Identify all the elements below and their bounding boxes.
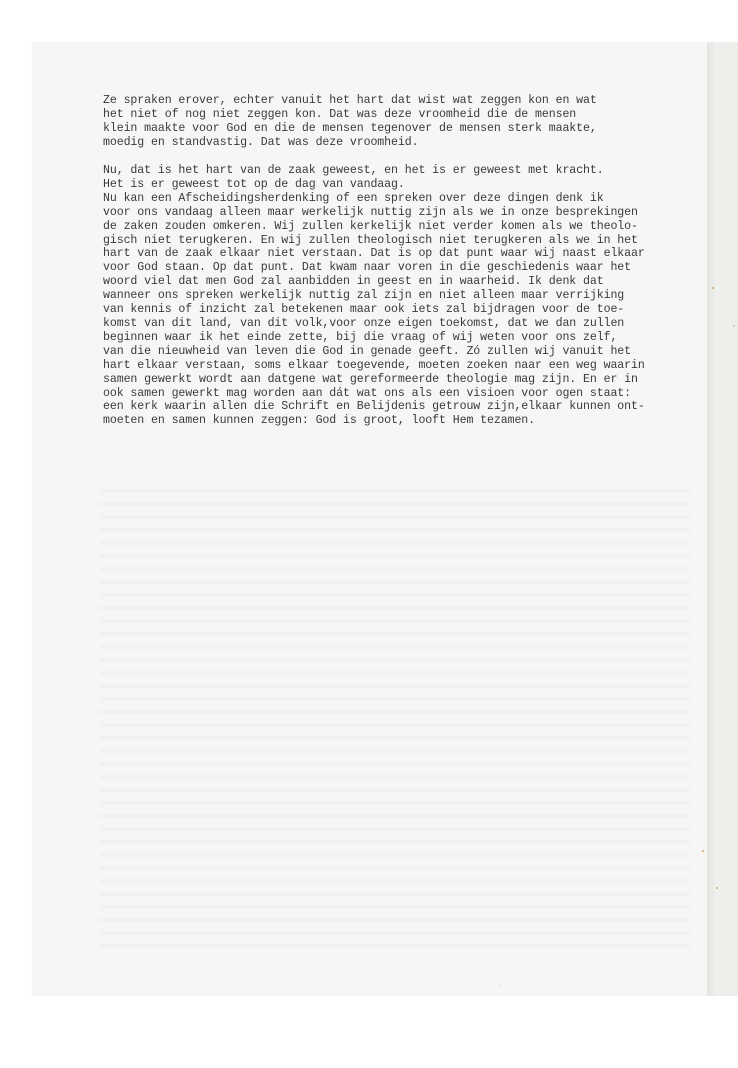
paper-speck: [499, 985, 500, 986]
paper-speck: [733, 325, 735, 327]
show-through-text: [100, 480, 690, 950]
paper-speck: [716, 887, 718, 889]
paragraph-1: Ze spraken erover, echter vanuit het hart dat wist wat zeggen kon en wat het niet of nog niet zeggen kon. Dat was deze vroomheid die de mensen klein maakte voor God en die de mensen tegenover de mensen sterk maakte, moedig en standvastig. Dat was deze vroomheid.: [103, 94, 597, 149]
paper-speck: [712, 287, 714, 289]
page-bottom-margin: [32, 996, 738, 1068]
paragraph-2: Nu, dat is het hart van de zaak geweest, en het is er geweest met kracht. Het is er geweest tot op de dag van vandaag. Nu kan een Afscheidingsherdenking of een spreken over deze dingen denk ik voor ons vandaag alleen maar werkelijk nuttig zijn als we in onze besprekingen de zaken zouden omkeren. Wij zullen kerkelijk niet verder komen als we theolo- gisch niet terugkeren. En wij zullen theologisch niet terugkeren als we in het hart van de zaak elkaar niet verstaan. Dat is op dat punt waar wij naast elkaar voor God staan. Op dat punt. Dat kwam naar voren in die geschiedenis waar het woord viel dat men God zal aanbidden in geest en in waarheid. Ik denk dat wanneer ons spreken werkelijk nuttig zal zijn en niet alleen maar verrijking van kennis of inzicht zal betekenen maar ook iets zal bijdragen voor de toe- komst van dit land, van dit volk,voor onze eigen toekomst, dat we dan zullen beginnen waar ik het einde zette, bij die vraag of wij weten voor ons zelf, van die nieuwheid van leven die God in genade geeft. Zó zullen wij vanuit het hart elkaar verstaan, soms elkaar toegevende, moeten zoeken naar een weg waarin samen gewerkt wordt aan datgene wat gereformeerde theologie mag zijn. En er in ook samen gewerkt mag worden aan dát wat ons als een visioen voor ogen staat: een kerk waarin allen die Schrift en Belijdenis getrouw zijn,elkaar kunnen ont- moeten en samen kunnen zeggen: God is groot, looft Hem tezamen.: [103, 164, 645, 428]
paper-speck: [702, 850, 704, 852]
page-edge: [707, 42, 738, 996]
